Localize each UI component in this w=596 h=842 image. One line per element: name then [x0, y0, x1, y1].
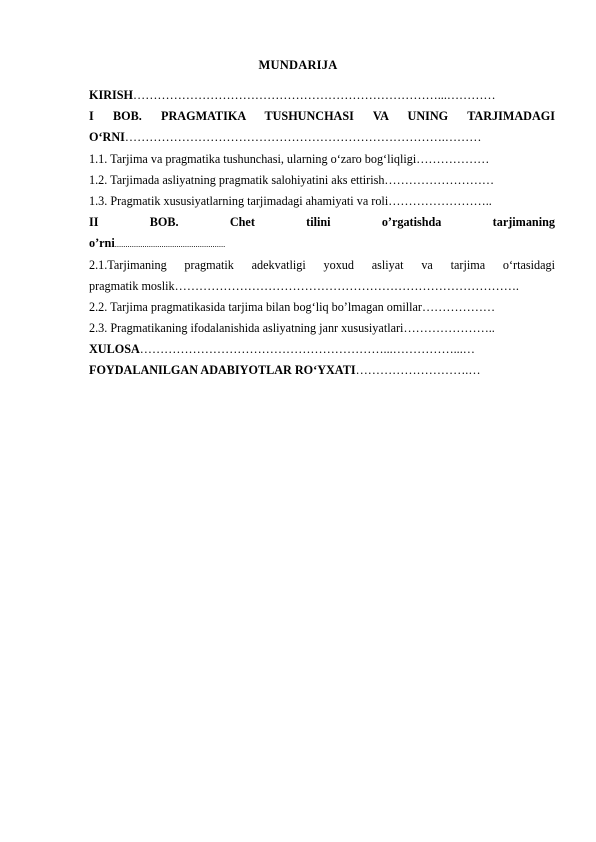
toc-entry-heading: KIRISH	[89, 88, 134, 102]
toc-entry-chapter-1-title: I BOB. PRAGMATIKA TUSHUNCHASI VA UNING TARJIMADAGI	[89, 109, 555, 124]
toc-entry-chapter-1-continued	[89, 127, 555, 148]
toc-entry-xulosa	[89, 339, 555, 360]
toc-word: BOB.	[149, 215, 179, 230]
toc-entry-leader: ……………………………………………………...……………...…	[139, 342, 475, 357]
toc-entry-heading: o’rni	[89, 236, 115, 251]
toc-entry-section-1-1: 1.1. Tarjima va pragmatika tushunchasi, ularning o‘zaro bog‘liqligi………………	[89, 151, 490, 166]
toc-entry-section-2-2: 2.2. Tarjima pragmatikasida tarjima bilan bog‘liq bo’lmagan omillar………………	[89, 299, 496, 314]
toc-entry-kirish	[89, 85, 555, 106]
toc-entry-references	[89, 360, 555, 381]
toc-entry-section-2-1: 2.1.Tarjimaning pragmatik adekvatligi yoxud asliyat va tarjima o‘rtasidagi	[89, 257, 555, 272]
toc-word: tarjimaning	[492, 215, 555, 230]
toc-entry-leader: …………………………………………………………………….………	[124, 130, 482, 145]
toc-entry-chapter-2-continued	[89, 233, 555, 254]
toc-entry-leader: ……………………….…	[355, 363, 481, 378]
toc-entry-section-2-3: 2.3. Pragmatikaning ifodalanishida asliyatning janr xususiyatlari…………………..	[89, 321, 495, 336]
toc-word: II	[89, 215, 99, 230]
toc-entry-heading: O‘RNI	[89, 130, 125, 145]
toc-entry-section-1-2: 1.2. Tarjimada asliyatning pragmatik salohiyatini aks ettirish………………………	[89, 172, 495, 187]
table-of-contents	[89, 85, 555, 382]
page-title: MUNDARIJA	[258, 58, 338, 72]
toc-entry-leader: …………………………………………………………………...…………	[133, 88, 496, 102]
toc-word: tilini	[306, 215, 331, 230]
toc-entry-heading: XULOSA	[89, 342, 140, 357]
toc-word: Chet	[229, 215, 255, 230]
toc-entry-leader: ....................................................	[114, 239, 226, 250]
toc-entry-section-2-1-continued: pragmatik moslik………………………………………………………………………….	[89, 278, 519, 293]
toc-entry-section-1-3: 1.3. Pragmatik xususiyatlarning tarjimadagi ahamiyati va roli……………………..	[89, 193, 492, 208]
toc-entry-heading: FOYDALANILGAN ADABIYOTLAR RO‘YXATI	[89, 363, 356, 378]
toc-entry-chapter-2-title	[89, 212, 555, 233]
toc-word: o’rgatishda	[381, 215, 442, 230]
